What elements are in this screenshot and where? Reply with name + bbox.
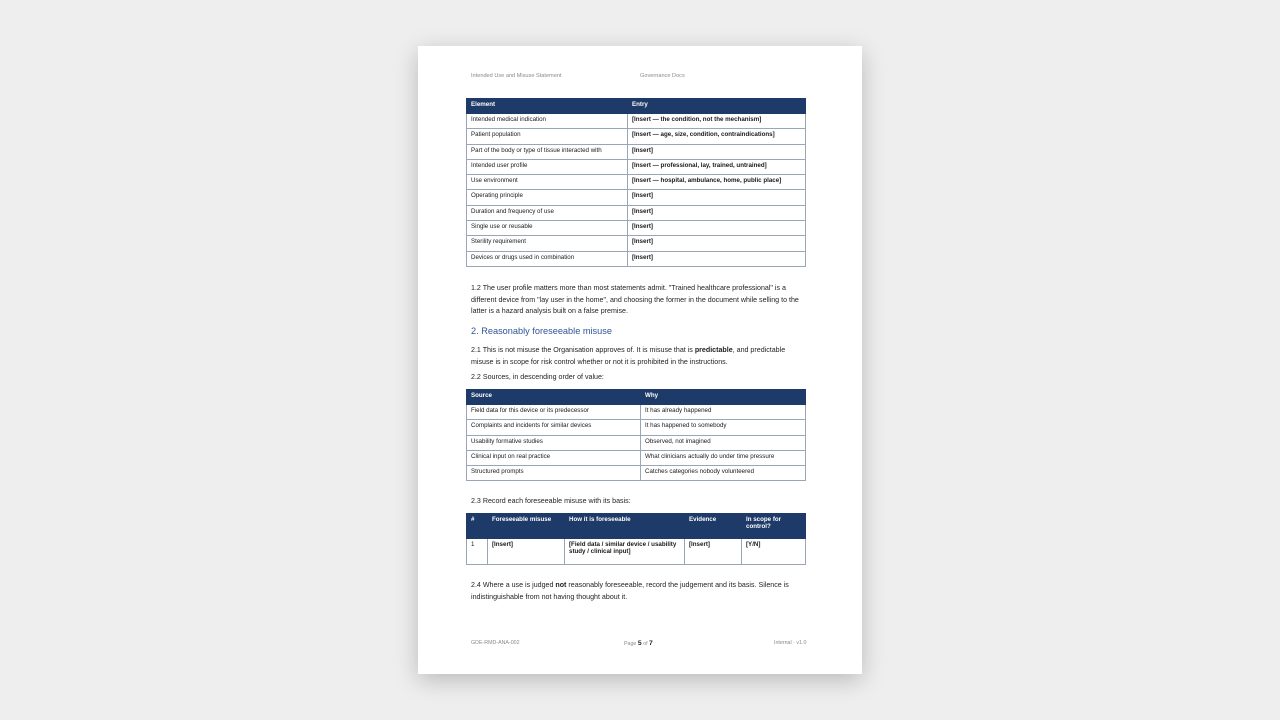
footer-classification: Internal · v1.0 [774, 640, 807, 646]
table-cell: [Y/N] [742, 539, 806, 565]
paragraph-2-4-text: 2.4 Where a use is judged [471, 581, 556, 589]
footer-of-label: of [643, 641, 648, 647]
table-header-why: Why [641, 390, 806, 405]
paragraph-2-1-text: 2.1 This is not misuse the Organisation approves of. It is misuse that is [471, 346, 695, 354]
table-cell: Use environment [467, 175, 628, 190]
table-cell: [Insert — hospital, ambulance, home, public place] [628, 175, 806, 190]
table-header-entry: Entry [628, 99, 806, 114]
table-cell: What clinicians actually do under time pressure [641, 450, 806, 465]
table-row [467, 144, 806, 159]
table-cell: Complaints and incidents for similar devices [467, 420, 641, 435]
table-cell: Patient population [467, 129, 628, 144]
table-cell: Devices or drugs used in combination [467, 251, 628, 266]
table-row [467, 251, 806, 266]
footer-document-id: GDE-RMD-ANA-002 [471, 640, 520, 646]
table-cell: [Insert] [488, 539, 565, 565]
table-cell: Structured prompts [467, 466, 641, 481]
table-row [467, 175, 806, 190]
table-cell: [Insert] [628, 190, 806, 205]
table-cell: Operating principle [467, 190, 628, 205]
paragraph-2-1-emphasis: predictable [694, 346, 733, 354]
table-header-source: Source [467, 390, 641, 405]
table-header-misuse: Foreseeable misuse [488, 514, 565, 539]
table-cell: [Insert] [685, 539, 742, 565]
table-cell: [Insert] [628, 221, 806, 236]
table-row [467, 190, 806, 205]
table-cell: Usability formative studies [467, 435, 641, 450]
table-row [467, 236, 806, 251]
footer-page-label: Page [624, 641, 637, 647]
table-row [467, 420, 806, 435]
paragraph-2-4-emphasis: not [555, 581, 567, 589]
table-row [467, 466, 806, 481]
section-heading-misuse: 2. Reasonably foreseeable misuse [471, 326, 612, 336]
table-cell: Intended user profile [467, 159, 628, 174]
table-cell: Clinical input on real practice [467, 450, 641, 465]
paragraph-2-2: 2.2 Sources, in descending order of value: [471, 373, 604, 381]
footer-page-number [624, 640, 653, 647]
table-cell: [Insert — age, size, condition, contraindications] [628, 129, 806, 144]
table-header-evidence: Evidence [685, 514, 742, 539]
table-cell: Part of the body or type of tissue interacted with [467, 144, 628, 159]
table-cell: [Field data / similar device / usability study / clinical input] [565, 539, 685, 565]
table-cell: [Insert — professional, lay, trained, untrained] [628, 159, 806, 174]
table-row [467, 159, 806, 174]
table-cell: Catches categories nobody volunteered [641, 466, 806, 481]
table-header-how-foreseeable: How it is foreseeable [565, 514, 685, 539]
table-row [467, 129, 806, 144]
table-cell: [Insert] [628, 236, 806, 251]
table-cell: It has already happened [641, 405, 806, 420]
table-cell: [Insert] [628, 205, 806, 220]
table-row [467, 405, 806, 420]
paragraph-2-4 [471, 580, 809, 603]
document-page [418, 46, 862, 674]
table-cell: Sterility requirement [467, 236, 628, 251]
table-cell: [Insert — the condition, not the mechanism] [628, 114, 806, 129]
table-header-element: Element [467, 99, 628, 114]
table-row [467, 205, 806, 220]
table-row [467, 450, 806, 465]
foreseeable-misuse-record-table [466, 513, 806, 565]
table-cell: Duration and frequency of use [467, 205, 628, 220]
paragraph-2-1 [471, 345, 809, 368]
table-row [467, 114, 806, 129]
table-row [467, 539, 806, 565]
footer-current-page: 5 [637, 640, 642, 647]
table-cell: Single use or reusable [467, 221, 628, 236]
footer-total-pages: 7 [649, 640, 653, 647]
table-cell: It has happened to somebody [641, 420, 806, 435]
intended-use-table [466, 98, 806, 267]
header-document-title: Intended Use and Misuse Statement [471, 73, 562, 79]
table-cell: Observed, not imagined [641, 435, 806, 450]
paragraph-2-1-text-end: , and predictable misuse is in scope for risk control whether or not it is prohibited in the instructions. [471, 346, 786, 366]
table-row [467, 435, 806, 450]
misuse-sources-table [466, 389, 806, 481]
table-header-number: # [467, 514, 488, 539]
table-row [467, 221, 806, 236]
header-category: Governance Docs [640, 73, 685, 79]
table-cell: Field data for this device or its predecessor [467, 405, 641, 420]
table-cell: Intended medical indication [467, 114, 628, 129]
paragraph-1-2: 1.2 The user profile matters more than most statements admit. "Trained healthcare professional" is a different device from "lay user in the home", and choosing the former in the document while selling to the latter is a hazard analysis built on a false premise. [471, 284, 799, 316]
paragraph-2-4-text-end: reasonably foreseeable, record the judgement and its basis. Silence is indistinguishable from not having thought about it. [471, 581, 789, 601]
table-cell: 1 [467, 539, 488, 565]
table-header-in-scope: In scope for control? [742, 514, 806, 539]
table-cell: [Insert] [628, 251, 806, 266]
paragraph-2-3: 2.3 Record each foreseeable misuse with its basis: [471, 497, 631, 505]
table-cell: [Insert] [628, 144, 806, 159]
